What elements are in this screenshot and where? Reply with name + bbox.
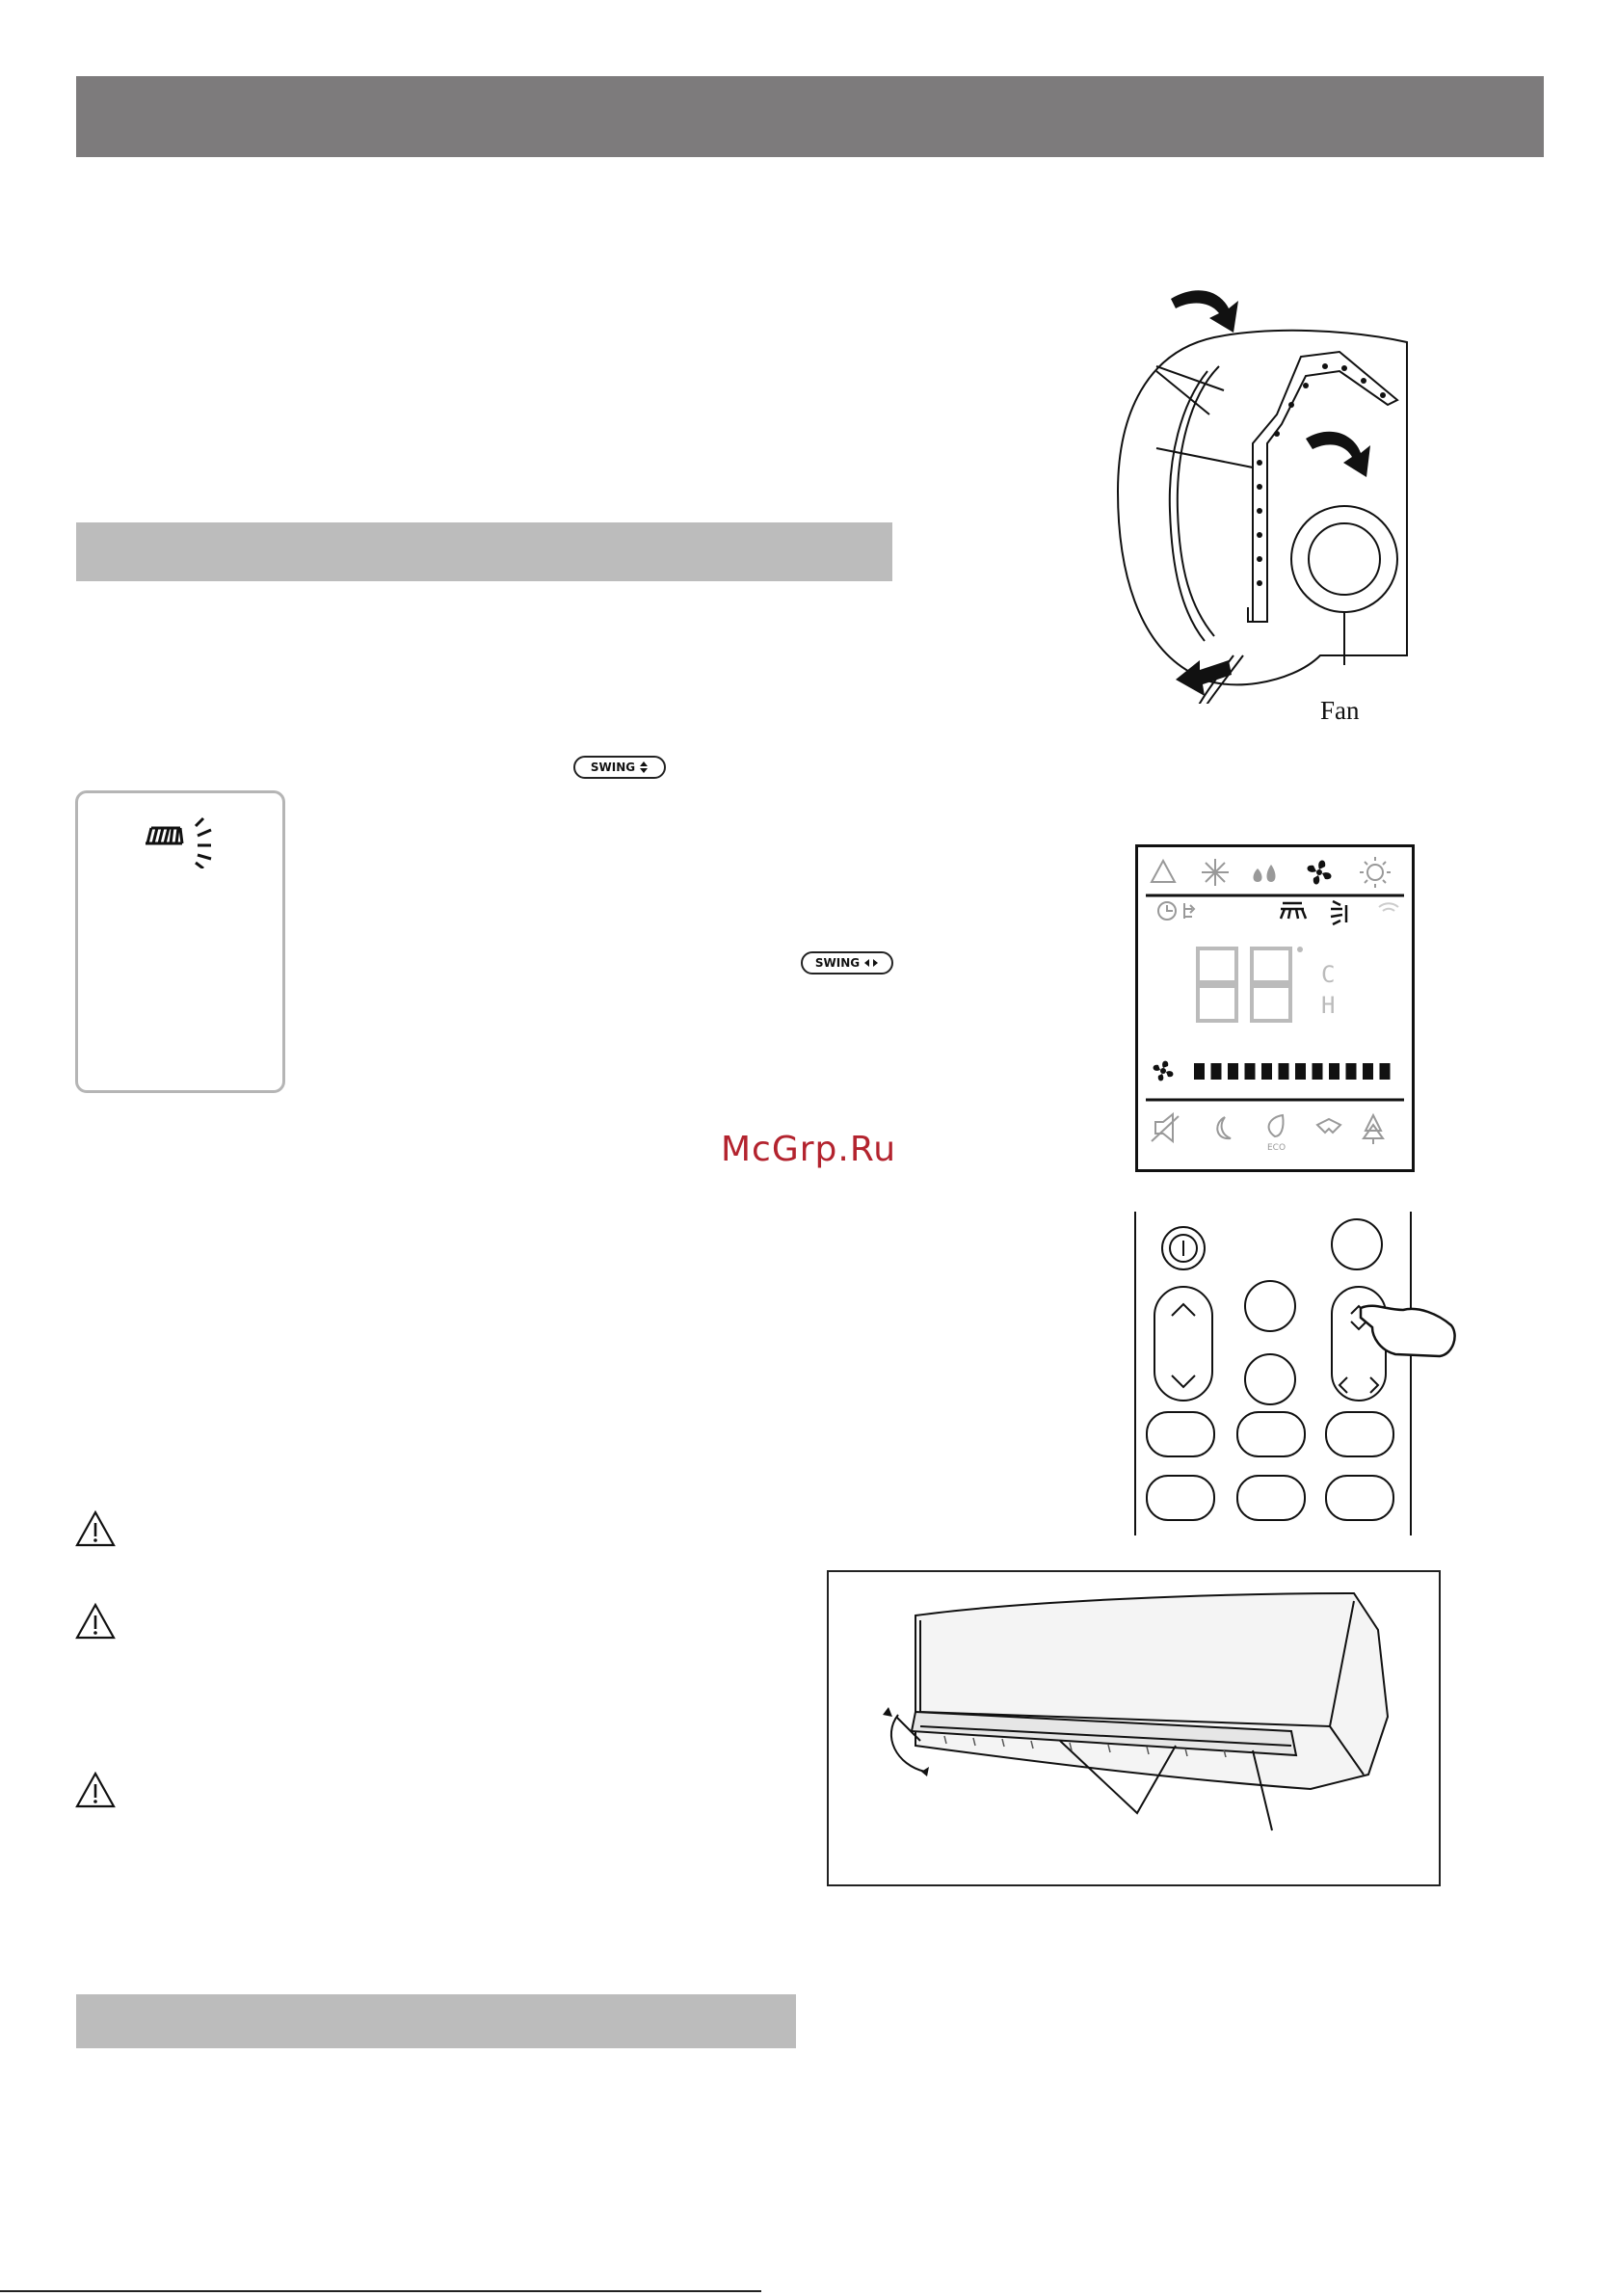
eco-label: ECO xyxy=(1267,1143,1286,1153)
tree-icon xyxy=(1364,1115,1383,1144)
sleep-moon-icon xyxy=(1217,1117,1231,1138)
swing-horizontal-label: SWING xyxy=(814,956,861,970)
fan-speed-segment xyxy=(1346,1063,1357,1080)
swing-vertical-icon xyxy=(639,761,649,774)
fan-speed-icon xyxy=(1154,1061,1174,1081)
swing-indicator-icon xyxy=(1331,901,1346,924)
fan-speed-segment xyxy=(1313,1063,1323,1080)
temperature-digits xyxy=(1198,948,1290,1021)
snowflake-icon xyxy=(1202,859,1229,886)
wifi-icon xyxy=(1379,903,1398,911)
section-heading-bar-2 xyxy=(76,1994,796,2048)
watermark: McGrp.Ru xyxy=(721,1130,897,1169)
fan-speed-segment xyxy=(1228,1063,1238,1080)
swing-indicator-box xyxy=(75,790,285,1093)
fan-speed-segment xyxy=(1363,1063,1373,1080)
fan-icon xyxy=(1308,861,1332,885)
warning-icon xyxy=(74,1771,117,1809)
unit-c: C xyxy=(1321,961,1336,988)
airflow-louver-icon xyxy=(1281,903,1306,919)
drop-icon xyxy=(1254,865,1276,882)
fan-speed-segment xyxy=(1211,1063,1222,1080)
page-header-bar xyxy=(76,76,1544,157)
turbo-icon xyxy=(1317,1119,1340,1133)
wall-unit-illustration xyxy=(827,1570,1441,1886)
swing-horizontal-button xyxy=(801,951,893,974)
remote-control-closeup xyxy=(1133,1210,1461,1537)
warning-icon xyxy=(74,1602,117,1641)
fan-speed-segment xyxy=(1295,1063,1306,1080)
section-heading-bar-1 xyxy=(76,522,892,581)
footer-rule xyxy=(0,2290,761,2292)
fan-speed-segment xyxy=(1194,1063,1205,1080)
airflow-cross-section-diagram xyxy=(1108,280,1426,704)
swing-vertical-label: SWING xyxy=(590,761,636,774)
swing-horizontal-icon xyxy=(863,958,879,968)
auto-mode-icon xyxy=(1152,861,1175,882)
sun-icon xyxy=(1360,857,1391,888)
unit-h: H xyxy=(1321,992,1336,1019)
fan-speed-segment xyxy=(1380,1063,1391,1080)
swing-louver-icon xyxy=(144,814,230,868)
warning-icon xyxy=(74,1509,117,1548)
fan-speed-segment xyxy=(1245,1063,1256,1080)
mute-icon xyxy=(1155,1114,1173,1141)
fan-speed-segment xyxy=(1329,1063,1339,1080)
swing-vertical-button xyxy=(573,756,666,779)
fan-speed-bar xyxy=(1194,1063,1391,1080)
hand-pointer-icon xyxy=(1361,1306,1455,1356)
eco-leaf-icon xyxy=(1269,1115,1284,1136)
fan-speed-segment xyxy=(1279,1063,1289,1080)
fan-label: Fan xyxy=(1320,696,1360,725)
indoor-display-panel xyxy=(1135,844,1415,1172)
fan-speed-segment xyxy=(1261,1063,1272,1080)
